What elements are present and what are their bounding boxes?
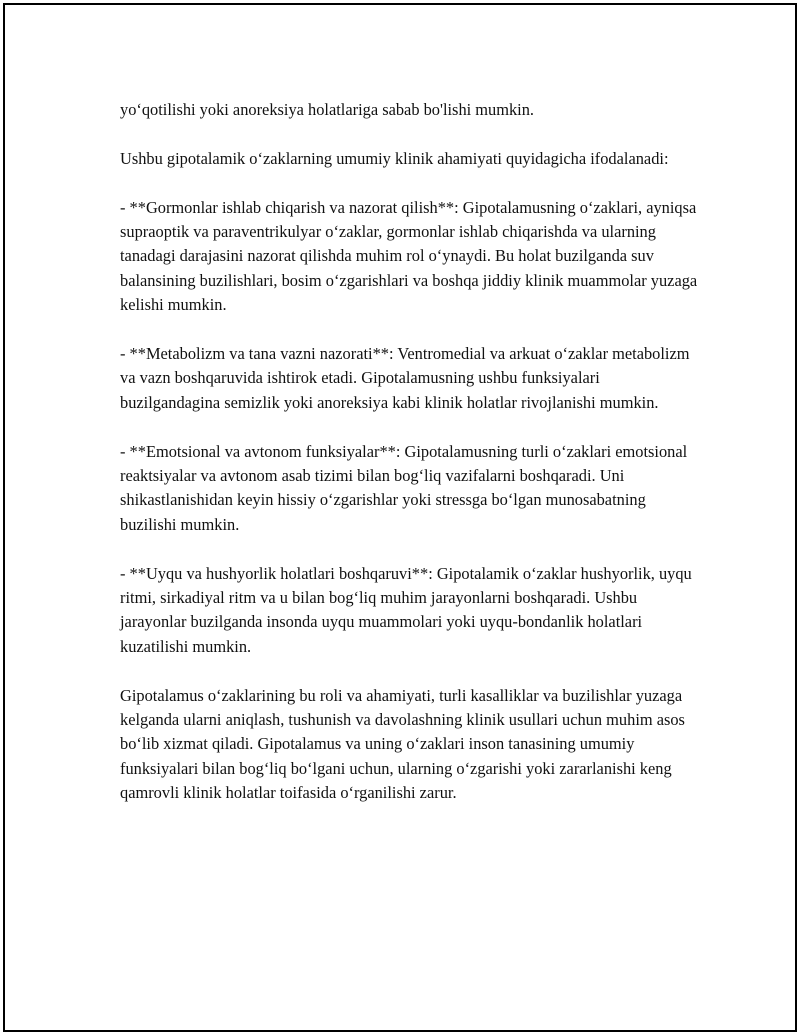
document-page (3, 3, 797, 1032)
paragraph-emotional-autonomic: - **Emotsional va avtonom funksiyalar**: Gipotalamusning turli o‘zaklari emotsional reaktsiyalar va avtonom asab tizimi bilan bog‘liq vazifalarni boshqaradi. Uni shikastlanishidan keyin hissiy o‘zgarishlar yoki stressga bo‘lgan munosabatning buzilishi mumkin. (120, 441, 688, 534)
paragraph-hormones: - **Gormonlar ishlab chiqarish va nazorat qilish**: Gipotalamusning o‘zaklari, ayniqsa supraoptik va paraventrikulyar o‘zaklar, gormonlar ishlab chiqarishda va ularning tanadagi darajasini nazorat qilishda muhim rol o‘ynaydi. Bu holat buzilganda suv balansining buzilishlari, bosim o‘zgarishlari va boshqa jiddiy klinik muammolar yuzaga kelishi mumkin. (120, 197, 698, 315)
paragraph-conclusion: Gipotalamus o‘zaklarining bu roli va ahamiyati, turli kasalliklar va buzilishlar yuzaga kelganda ularni aniqlash, tushunish va davolashning klinik usullari uchun muhim asos bo‘lib xizmat qiladi. Gipotalamus va uning o‘zaklari inson tanasining umumiy funksiyalari bilan bog‘liq bo‘lgani uchun, ularning o‘zgarishi yoki zararlanishi keng qamrovli klinik holatlar toifasida o‘rganilishi zarur. (120, 685, 685, 803)
paragraph-metabolism: - **Metabolizm va tana vazni nazorati**: Ventromedial va arkuat o‘zaklar metabolizm va vazn boshqaruvida ishtirok etadi. Gipotalamusning ushbu funksiyalari buzilgandagina semizlik yoki anoreksiya kabi klinik holatlar rivojlanishi mumkin. (120, 344, 690, 412)
paragraph-clinical-significance: Ushbu gipotalamik o‘zaklarning umumiy klinik ahamiyati quyidagicha ifodalanadi: (120, 148, 669, 168)
document-body (120, 98, 700, 830)
paragraph-intro-continuation: yo‘qotilishi yoki anoreksiya holatlariga sabab bo'lishi mumkin. (120, 100, 535, 119)
paragraph-sleep-wake: - **Uyqu va hushyorlik holatlari boshqaruvi**: Gipotalamik o‘zaklar hushyorlik, uyqu ritmi, sirkadiyal ritm va u bilan bog‘liq muhim jarayonlarni boshqaradi. Ushbu jarayonlar buzilganda insonda uyqu muammolari yoki uyqu-bondanlik holatlari kuzatilishi mumkin. (120, 563, 692, 656)
